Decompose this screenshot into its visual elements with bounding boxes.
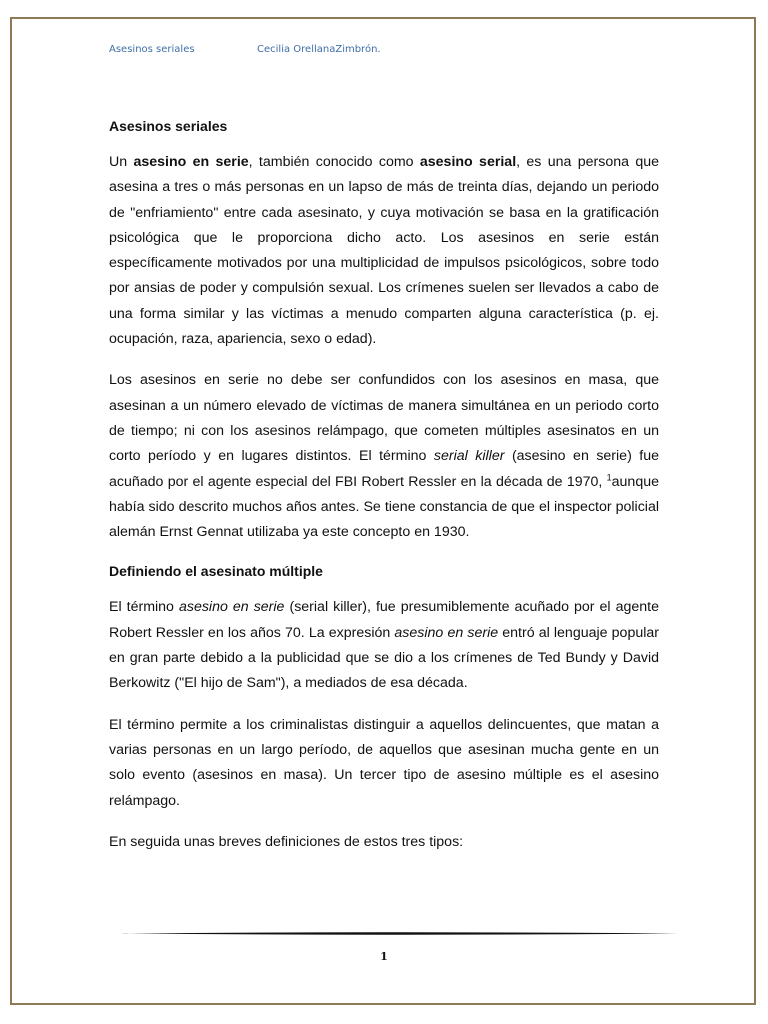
section-heading: Definiendo el asesinato múltiple — [109, 563, 323, 580]
document-body — [109, 116, 659, 871]
text-run: El término — [109, 599, 179, 616]
header-title: Asesinos seriales — [109, 44, 195, 55]
italic-term: asesino en serie — [394, 624, 499, 641]
paragraph: En seguida unas breves definiciones de estos tres tipos: — [109, 833, 464, 850]
bold-term: asesino serial — [419, 154, 517, 170]
page-number: 1 — [380, 950, 388, 963]
text-run: Un — [109, 154, 134, 170]
footnote-ref[interactable]: 1 — [606, 471, 612, 482]
section-heading: Asesinos seriales — [109, 118, 228, 134]
text-run: aunque había sido descrito muchos años antes. Se tiene constancia de que el inspector policial alemán Ernst Gennat utilizaba ya este concepto en 1930. — [109, 473, 659, 541]
paragraph — [109, 595, 659, 696]
text-run: (serial killer), fue presumiblemente acuñado por el agente Robert Ressler en los años 70. La expresión — [109, 599, 659, 641]
footer-rule — [120, 931, 678, 936]
text-run: (asesino en serie) fue acuñado por el agente especial del FBI Robert Ressler en la década de 1970, — [109, 448, 660, 490]
italic-term: serial killer — [433, 448, 505, 465]
text-run: entró al lenguaje popular en gran parte debido a la publicidad que se dio a los crímenes de Ted Bundy y David Berkowitz ("El hijo de Sam"), a mediados de esa década. — [109, 624, 659, 692]
text-run: , es una persona que asesina a tres o más personas en un lapso de más de treinta días, dejando un periodo de "enfriamiento" entre cada asesinato, y cuya motivación se basa en la gratificación psicológica que le proporciona dicho acto. Los asesinos en serie están específicamente motivados por una multiplicidad de impulsos psicológicos, sobre todo por ansias de poder y compulsión sexual. Los crímenes suelen ser llevados a cabo de una forma similar y las víctimas a menudo comparten alguna característica (p. ej. ocupación, raza, apariencia, sexo o edad). — [109, 154, 659, 348]
text-run: Los asesinos en serie no debe ser confundidos con los asesinos en masa, que asesinan a un número elevado de víctimas de manera simultánea en un periodo corto de tiempo; ni con los asesinos relámpago, que cometen múltiples asesinatos en un corto período y en lugares distintos. El término — [109, 372, 659, 465]
paragraph — [109, 150, 659, 352]
paragraph: El término permite a los criminalistas distinguir a aquellos delincuentes, que matan a varias personas en un largo período, de aquellos que asesinan mucha gente en un solo evento (asesinos en masa). Un tercer tipo de asesino múltiple es el asesino relámpago. — [109, 716, 659, 809]
text-run: , también conocido como — [248, 154, 420, 170]
page-header — [109, 44, 381, 55]
italic-term: asesino en serie — [178, 599, 285, 616]
header-author: Cecilia OrellanaZimbrón. — [257, 44, 381, 55]
paragraph — [109, 368, 659, 545]
bold-term: asesino en serie — [133, 154, 249, 170]
